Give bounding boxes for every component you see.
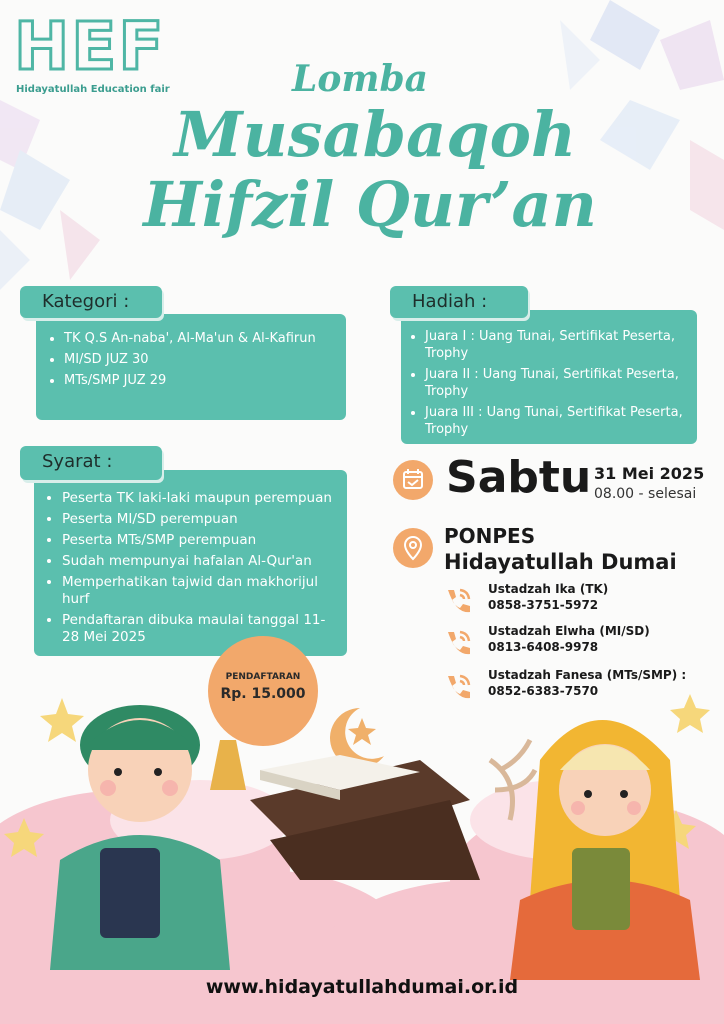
logo-letters: HEF (14, 8, 166, 85)
contact-elwha (440, 624, 710, 664)
registration-fee-badge (208, 636, 318, 746)
hadiah-item: • Juara III : Uang Tunai, Sertifikat Peserta, Trophy (425, 404, 689, 438)
contact-fanesa (440, 668, 710, 708)
hadiah-list (401, 328, 689, 438)
fee-label: PENDAFTARAN (225, 672, 301, 682)
syarat-box (34, 470, 347, 656)
logo-subtitle: Hidayatullah Education fair (16, 84, 170, 95)
syarat-item: • Peserta TK laki-laki maupun perempuan (62, 490, 337, 507)
fee-amount: Rp. 15.000 (220, 686, 306, 702)
syarat-item: • Peserta MI/SD perempuan (62, 511, 337, 528)
website-url[interactable]: www.hidayatullahdumai.or.id (205, 976, 519, 998)
syarat-item: • Pendaftaran dibuka maulai tanggal 11-28 Mei 2025 (62, 612, 337, 646)
kategori-list (40, 330, 336, 389)
venue-line1: PONPES (444, 524, 536, 548)
kategori-item: • MTs/SMP JUZ 29 (64, 372, 336, 389)
hadiah-heading: Hadiah : (390, 286, 528, 318)
contact-phone: 0858-3751-5972 (488, 598, 599, 612)
hadiah-box (401, 310, 697, 444)
syarat-heading: Syarat : (20, 446, 162, 480)
event-time: 08.00 - selesai (594, 486, 697, 502)
kategori-heading: Kategori : (20, 286, 162, 318)
calendar-icon (393, 460, 433, 500)
title-musabaqoh: Musabaqoh (173, 98, 577, 171)
contact-name: Ustadzah Fanesa (MTs/SMP) : (488, 668, 687, 682)
venue-line2: Hidayatullah Dumai (444, 550, 677, 574)
syarat-item: • Peserta MTs/SMP perempuan (62, 532, 337, 549)
location-pin-icon (393, 528, 433, 568)
kategori-item: • TK Q.S An-naba', Al-Ma'un & Al-Kafirun (64, 330, 336, 347)
kategori-item: • MI/SD JUZ 30 (64, 351, 336, 368)
hadiah-item: • Juara II : Uang Tunai, Sertifikat Peserta, Trophy (425, 366, 689, 400)
kategori-box (36, 314, 346, 420)
phone-icon (440, 626, 474, 660)
title-hifzil-quran: Hifzil Qur’an (143, 168, 597, 241)
event-day: Sabtu (446, 452, 592, 503)
phone-icon (440, 584, 474, 618)
event-date: 31 Mei 2025 (594, 464, 705, 483)
hadiah-item: • Juara I : Uang Tunai, Sertifikat Peserta, Trophy (425, 328, 689, 362)
contact-name: Ustadzah Elwha (MI/SD) (488, 624, 650, 638)
hef-logo (14, 8, 174, 102)
contact-phone: 0813-6408-9978 (488, 640, 599, 654)
syarat-list (38, 490, 337, 646)
syarat-item: • Sudah mempunyai hafalan Al-Qur'an (62, 553, 337, 570)
syarat-item: • Memperhatikan tajwid dan makhorijul hurf (62, 574, 337, 608)
title-lomba: Lomba (292, 58, 428, 100)
contact-name: Ustadzah Ika (TK) (488, 582, 609, 596)
contact-phone: 0852-6383-7570 (488, 684, 599, 698)
phone-icon (440, 670, 474, 704)
contact-ika (440, 582, 710, 622)
